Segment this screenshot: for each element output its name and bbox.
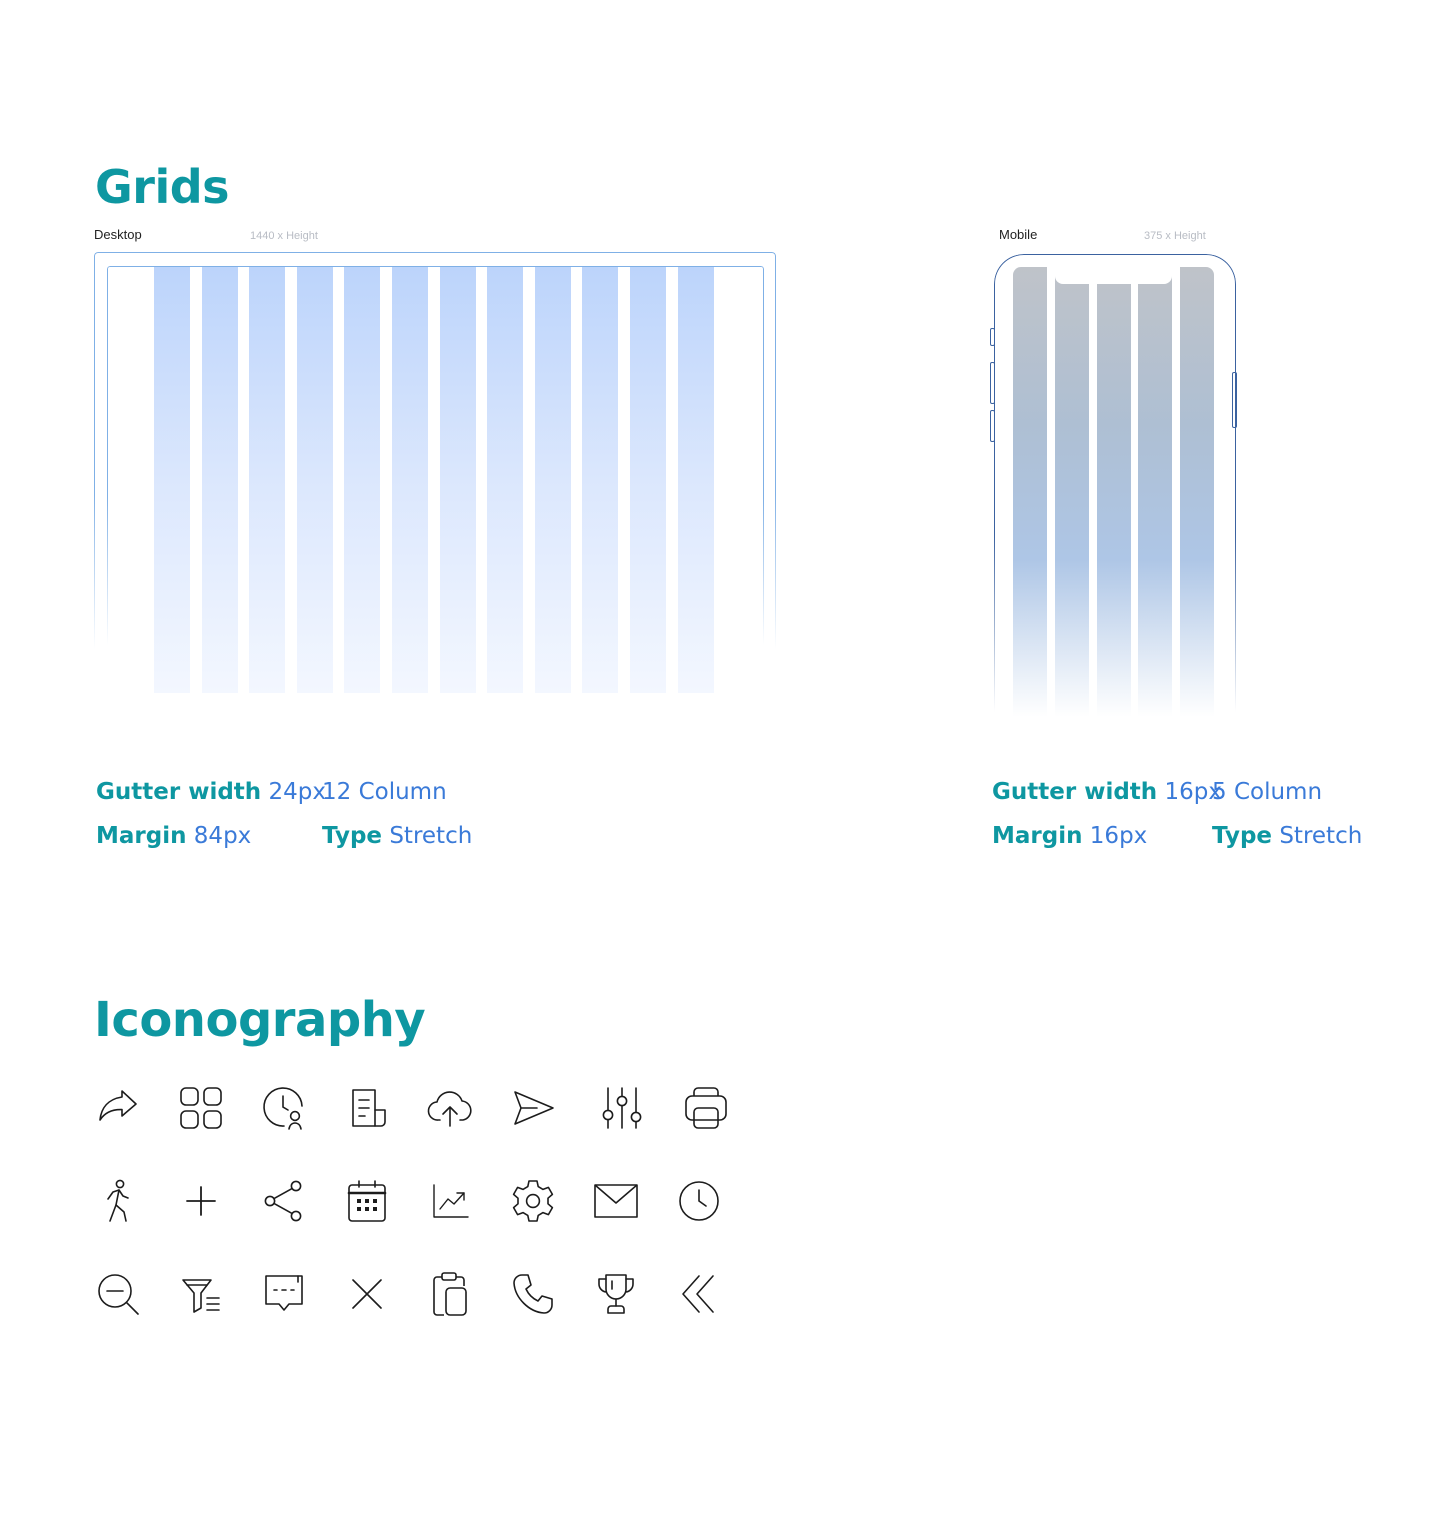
desktop-margin-label: Margin [96, 823, 187, 849]
desktop-type-value: Stretch [389, 823, 473, 849]
phone-notch [1055, 266, 1172, 284]
document-icon [343, 1084, 391, 1132]
desktop-grid-column [487, 267, 523, 693]
mobile-size-label: 375 x Height [1144, 230, 1206, 242]
chevrons-left-icon [675, 1270, 723, 1318]
gear-icon [509, 1177, 557, 1225]
mobile-margin-spec [992, 823, 1147, 849]
iconography-title: Iconography [94, 992, 426, 1048]
mobile-label: Mobile [999, 227, 1038, 242]
desktop-grid-column [582, 267, 618, 693]
mobile-columns-spec [1212, 779, 1322, 805]
grid-icon [177, 1084, 225, 1132]
mobile-margin-value: 16px [1089, 823, 1148, 849]
share-nodes-icon [260, 1177, 308, 1225]
trophy-icon [592, 1270, 640, 1318]
cloud-upload-icon [426, 1084, 474, 1132]
mobile-columns-label: 5 Column [1212, 779, 1323, 805]
close-icon [343, 1270, 391, 1318]
mobile-gutter-spec [992, 779, 1222, 805]
desktop-grid-column [392, 267, 428, 693]
desktop-grid-column [249, 267, 285, 693]
mobile-grid-column [1180, 267, 1214, 717]
desktop-grid-column [535, 267, 571, 693]
desktop-grid-column [154, 267, 190, 693]
plus-icon [177, 1177, 225, 1225]
walking-person-icon [94, 1177, 142, 1225]
desktop-columns-spec [322, 779, 447, 805]
mobile-type-spec [1212, 823, 1362, 849]
desktop-margin-value: 84px [193, 823, 252, 849]
desktop-columns-label: 12 Column [322, 779, 447, 805]
mobile-grid-column [1013, 267, 1047, 717]
desktop-grid-column [630, 267, 666, 693]
mail-icon [592, 1177, 640, 1225]
mobile-grid-column [1097, 267, 1131, 717]
desktop-gutter-value: 24px [268, 779, 326, 805]
mobile-grid-column [1138, 267, 1172, 717]
message-typing-icon [260, 1270, 308, 1318]
desktop-label: Desktop [94, 227, 142, 242]
clock-icon [675, 1177, 723, 1225]
mobile-gutter-value: 16px [1164, 779, 1222, 805]
desktop-gutter-spec [96, 779, 326, 805]
clipboard-icon [426, 1270, 474, 1318]
share-forward-icon [94, 1084, 142, 1132]
chart-line-icon [426, 1177, 474, 1225]
send-icon [509, 1084, 557, 1132]
desktop-type-spec [322, 823, 472, 849]
desktop-grid-column [440, 267, 476, 693]
desktop-grid-column [344, 267, 380, 693]
desktop-grid-column [678, 267, 714, 693]
sliders-icon [598, 1084, 646, 1132]
zoom-out-icon [94, 1270, 142, 1318]
mobile-grid-column [1055, 267, 1089, 717]
mobile-type-value: Stretch [1279, 823, 1363, 849]
desktop-type-label: Type [322, 823, 383, 849]
desktop-grid-column [202, 267, 238, 693]
calendar-icon [343, 1177, 391, 1225]
printer-icon [682, 1084, 730, 1132]
desktop-grid-column [297, 267, 333, 693]
desktop-margin-spec [96, 823, 251, 849]
mobile-type-label: Type [1212, 823, 1273, 849]
filter-list-icon [177, 1270, 225, 1318]
desktop-size-label: 1440 x Height [250, 230, 318, 242]
clock-user-icon [260, 1084, 308, 1132]
mobile-margin-label: Margin [992, 823, 1083, 849]
phone-icon [509, 1270, 557, 1318]
mobile-gutter-label: Gutter width [992, 779, 1158, 805]
desktop-gutter-label: Gutter width [96, 779, 262, 805]
grids-title: Grids [95, 160, 230, 214]
